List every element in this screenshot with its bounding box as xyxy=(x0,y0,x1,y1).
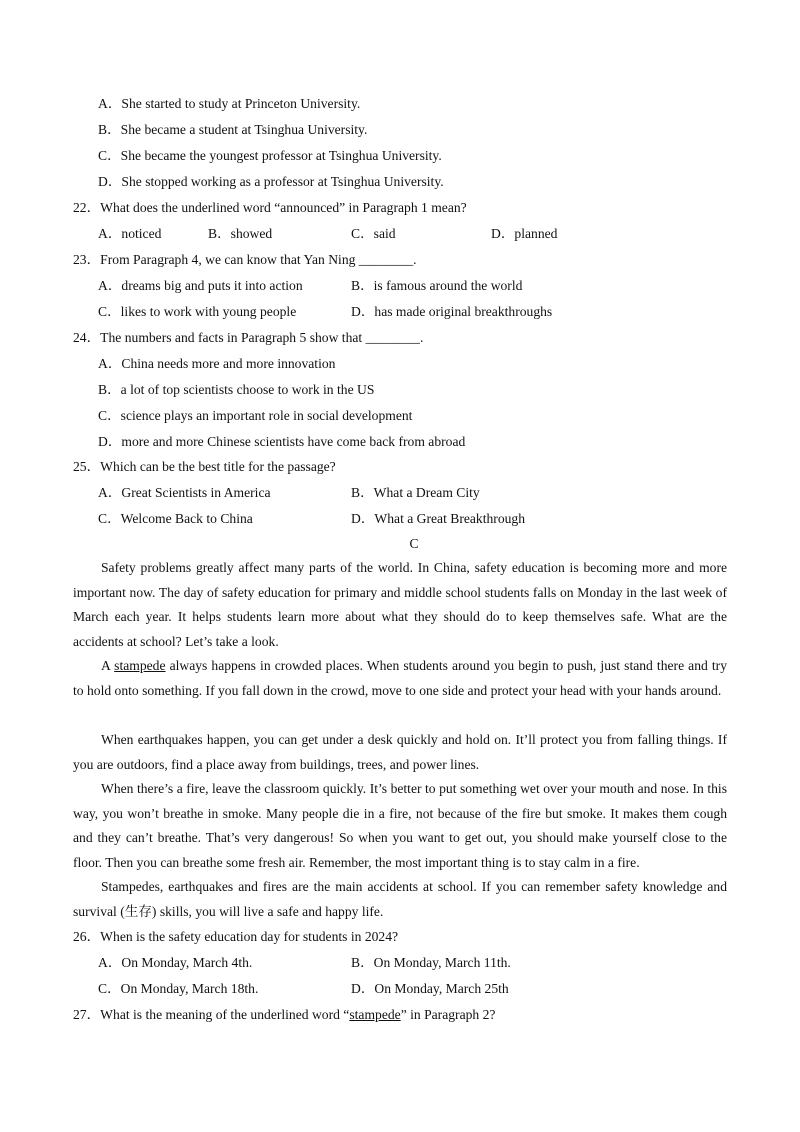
q22-option-b: B．showed xyxy=(208,226,273,241)
q24-option-d: D．more and more Chinese scientists have come back from abroad xyxy=(98,434,466,449)
q22-option-c: C．said xyxy=(351,226,396,241)
q25-option-a: A．Great Scientists in America xyxy=(98,485,271,500)
q23-option-c: C．likes to work with young people xyxy=(98,304,297,319)
p2-start: A xyxy=(101,658,115,673)
p2-rest: always happens in crowded places. When students around you begin to push, just stand there and try to hold onto something. If you fall down in the crowd, move to one side and protect your head with your hands around. xyxy=(73,658,727,698)
q21-option-c: C．She became the youngest professor at Tsinghua University. xyxy=(98,148,442,163)
q25-option-b: B．What a Dream City xyxy=(351,485,480,500)
q24-option-b: B．a lot of top scientists choose to work in the US xyxy=(98,382,375,397)
q27-start: 27．What is the meaning of the underlined word “ xyxy=(73,1007,350,1022)
q27-question xyxy=(73,1006,495,1024)
passage-paragraph-5: Stampedes, earthquakes and fires are the main accidents at school. If you can remember safety knowledge and survival (生存) skills, you will live a safe and happy life. xyxy=(73,879,727,919)
q23-option-a: A．dreams big and puts it into action xyxy=(98,278,303,293)
q21-option-d: D．She stopped working as a professor at Tsinghua University. xyxy=(98,174,444,189)
q23-option-d: D．has made original breakthroughs xyxy=(351,304,553,319)
q24-question: 24．The numbers and facts in Paragraph 5 show that ________. xyxy=(73,330,424,345)
q27-underlined-word: stampede xyxy=(349,1007,401,1022)
q24-option-c: C．science plays an important role in social development xyxy=(98,408,413,423)
q25-question: 25．Which can be the best title for the passage? xyxy=(73,459,336,474)
q22-question: 22．What does the underlined word “announced” in Paragraph 1 mean? xyxy=(73,200,467,215)
q26-option-c: C．On Monday, March 18th. xyxy=(98,981,259,996)
q26-option-d: D．On Monday, March 25th xyxy=(351,981,509,996)
passage-paragraph-1: Safety problems greatly affect many parts of the world. In China, safety education is becoming more and more important now. The day of safety education for primary and middle school students falls on Monday in the last week of March each year. It helps students learn more about what they should do to keep themselves safe. What are the accidents at school? Let’s take a look. xyxy=(73,560,727,649)
section-heading-c: C xyxy=(409,536,419,551)
q26-question: 26．When is the safety education day for students in 2024? xyxy=(73,929,399,944)
q25-option-d: D．What a Great Breakthrough xyxy=(351,511,526,526)
q23-question: 23．From Paragraph 4, we can know that Yan Ning ________. xyxy=(73,252,417,267)
q24-option-a: A．China needs more and more innovation xyxy=(98,356,336,371)
passage-paragraph-4: When there’s a fire, leave the classroom quickly. It’s better to put something wet over your mouth and nose. In this way, you won’t breathe in smoke. Many people die in a fire, not because of the fire but smoke. It makes them cough and they can’t breathe. That’s very dangerous! So when you want to get out, you should make yourself close to the floor. Then you can breathe some fresh air. Remember, the most important thing is to stay calm in a fire. xyxy=(73,781,727,870)
q25-option-c: C．Welcome Back to China xyxy=(98,511,253,526)
q21-option-a: A．She started to study at Princeton University. xyxy=(98,96,361,111)
q22-option-d: D．planned xyxy=(491,226,558,241)
q27-end: ” in Paragraph 2? xyxy=(400,1007,496,1022)
q22-option-a: A．noticed xyxy=(98,226,162,241)
q23-option-b: B．is famous around the world xyxy=(351,278,523,293)
underlined-word-stampede: stampede xyxy=(114,658,166,673)
passage-paragraph-3: When earthquakes happen, you can get under a desk quickly and hold on. It’ll protect you from falling things. If you are outdoors, find a place away from buildings, trees, and power lines. xyxy=(73,732,727,772)
passage-paragraph-2 xyxy=(73,654,727,703)
q21-option-b: B．She became a student at Tsinghua University. xyxy=(98,122,368,137)
q26-option-b: B．On Monday, March 11th. xyxy=(351,955,511,970)
q26-option-a: A．On Monday, March 4th. xyxy=(98,955,253,970)
